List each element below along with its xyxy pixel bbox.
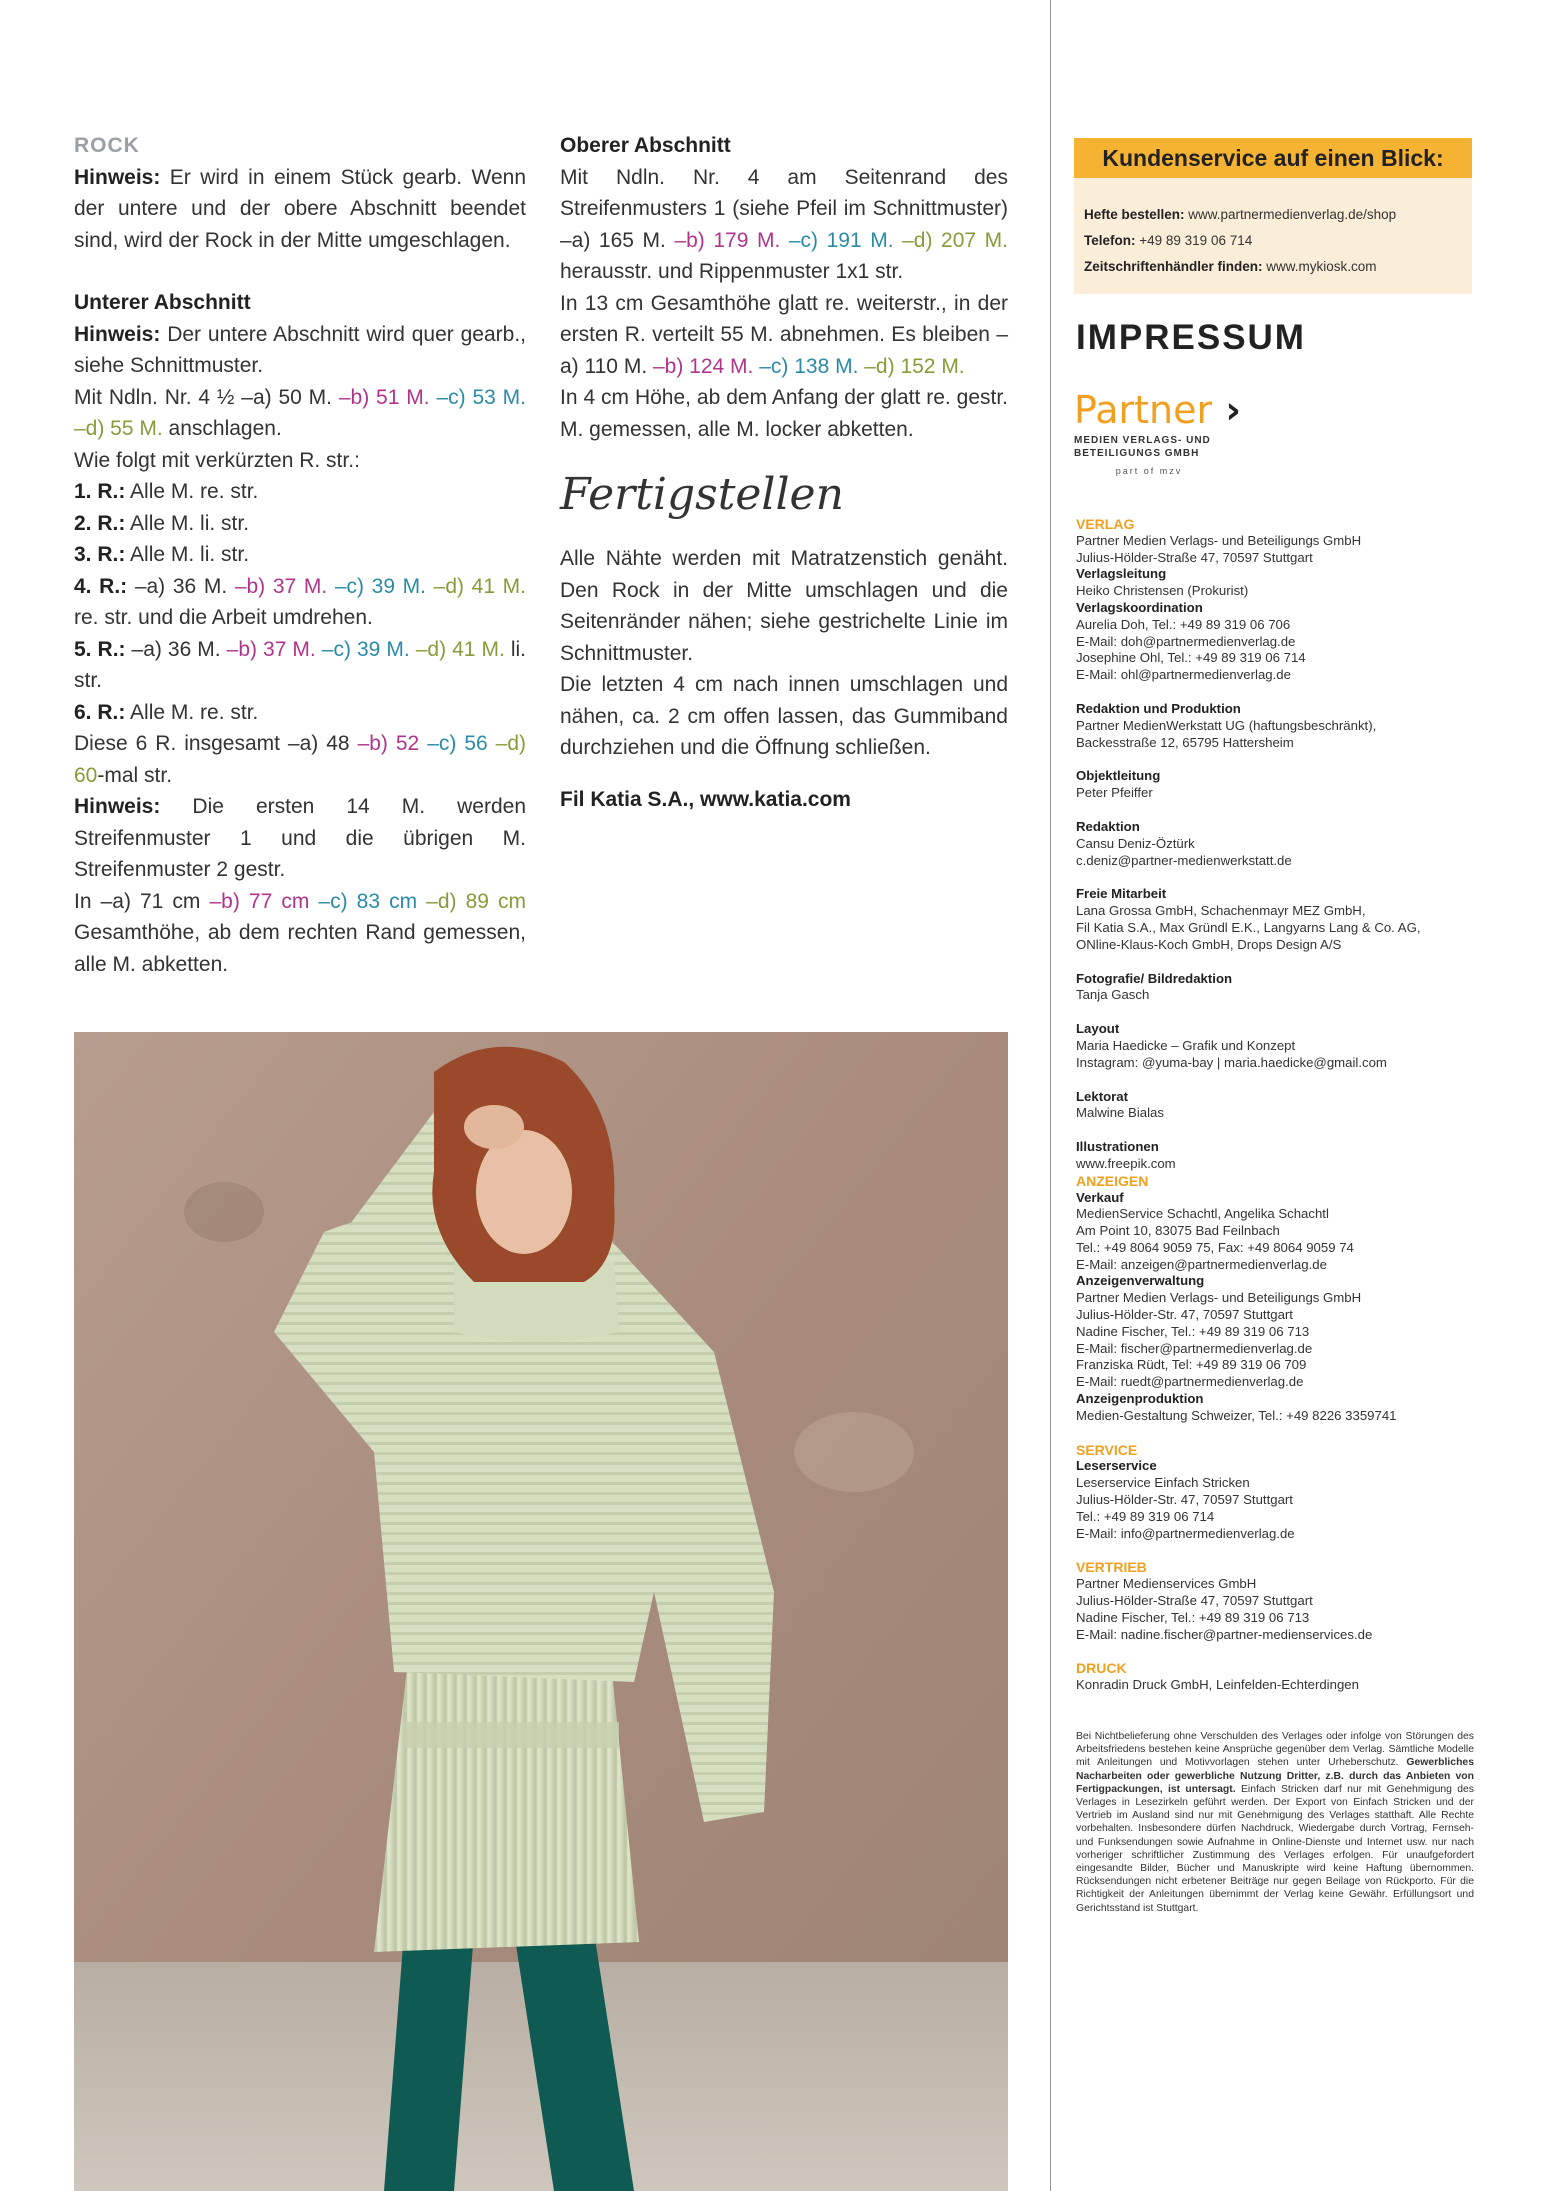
anzeigen-category: ANZEIGEN [1076, 1172, 1149, 1189]
row-3: 3. R.: Alle M. li. str. [74, 543, 250, 566]
model-photo [74, 1032, 1008, 2191]
verkuerzte-reihen-intro: Wie folgt mit verkürzten R. str.: [74, 448, 360, 472]
telefon-line: Telefon: +49 89 319 06 714 [1084, 233, 1253, 248]
zeitschriften-line: Zeitschriftenhändler finden: www.mykiosk.com [1084, 259, 1377, 274]
oberer-paragraph-2: In 13 cm Gesamthöhe glatt re. weiterstr., in der ersten R. verteilt 55 M. abnehmen. Es bleiben –a) 110 M. –b) 124 M. –c) 138 M. –d) 152 M. [560, 291, 1008, 378]
hinweis-paragraph: Hinweis: Er wird in einem Stück gearb. Wenn der untere und der obere Abschnitt beendet sind, wird der Rock in der Mitte umgeschlagen. [74, 165, 526, 252]
instructions-column-left [74, 130, 526, 980]
hinweis-paragraph: Hinweis: Der untere Abschnitt wird quer gearb., siehe Schnittmuster. [74, 322, 526, 377]
hinweis-paragraph: Hinweis: Die ersten 14 M. werden Streifenmuster 1 und die übrigen M. Streifenmuster 2 gestr. [74, 795, 526, 881]
row-4: 4. R.: –a) 36 M. –b) 37 M. –c) 39 M. –d) 41 M. re. str. und die Arbeit umdrehen. [74, 574, 526, 629]
kundenservice-title: Kundenservice auf einen Blick: [1074, 138, 1472, 178]
oberer-paragraph-3: In 4 cm Höhe, ab dem Anfang der glatt re. gestr. M. gemessen, alle M. locker abketten. [560, 386, 1008, 441]
rock-heading: ROCK [74, 134, 140, 157]
service-category: SERVICE [1076, 1441, 1138, 1458]
fertigstellen-paragraph-1: Alle Nähte werden mit Matratzenstich genäht. Den Rock in der Mitte umschlagen und die Seitenränder nähen; siehe gestrichelte Linie im Schnittmuster. [560, 547, 1008, 665]
oberer-abschnitt-heading: Oberer Abschnitt [560, 134, 731, 157]
row-2: 2. R.: Alle M. li. str. [74, 511, 250, 535]
column-divider [1050, 0, 1051, 2191]
anschlag-paragraph: Mit Ndln. Nr. 4 ½ –a) 50 M. –b) 51 M. –c) 53 M. –d) 55 M. anschlagen. [74, 385, 526, 440]
row-5: 5. R.: –a) 36 M. –b) 37 M. –c) 39 M. –d) 41 M. li. str. [74, 637, 526, 692]
row-6: 6. R.: Alle M. re. str. [74, 700, 259, 724]
impressum-title: IMPRESSUM [1076, 318, 1306, 357]
row-1: 1. R.: Alle M. re. str. [74, 480, 259, 503]
oberer-paragraph-1: Mit Ndln. Nr. 4 am Seitenrand des Streifenmusters 1 (siehe Pfeil im Schnittmuster) –a) 165 M. –b) 179 M. –c) 191 M. –d) 207 M. herausstr. und Rippenmuster 1x1 str. [560, 165, 1008, 283]
verlag-category: VERLAG [1076, 516, 1135, 532]
impressum-details: VERLAG Partner Medien Verlags- und Beteiligungs GmbH Julius-Hölder-Straße 47, 70597 Stuttgart Verlagsleitung Heiko Christensen (Prokurist) Verlagskoordination Aurelia Doh, Tel.: +49 89 319 06 706 E-Mail: doh@partnermedienverlag.de Josephine Ohl, Tel.: +49 89 319 06 714 E-Mail: ohl@partnermedienverlag.de Redaktion und Produktion Partner MedienWerkstatt UG (haftungsbeschränkt), Backesstraße 12, 65795 Hattersheim Objektleitung Peter Pfeiffer Redaktion Cansu Deniz-Öztürk c.deniz@partner-medienwerkstatt.de Freie Mitarbeit Lana Grossa GmbH, Schachenmayr MEZ GmbH, Fil Katia S.A., Max Gründl E.K., Langyarns Lang & Co. AG, ONline-Klaus-Koch GmbH, Drops Design A/S Fotografie/ Bildredaktion Tanja Gasch Layout Maria Haedicke – Grafik und Konzept Instagram: @yuma-bay | maria.haedicke@gmail.com Lektorat Malwine Bialas Illustrationen www.freepik.com ANZEIGEN Verkauf MedienService Schachtl, Angelika Schachtl Am Point 10, 83075 Bad Feilnbach Tel.: +49 8064 9059 75, Fax: +49 8064 9059 74 E-Mail: anzeigen@partnermedienverlag.de Anzeigenverwaltung Partner Medien Verlags- und Beteiligungs GmbH Julius-Hölder-Str. 47, 70597 Stuttgart Nadine Fischer, Tel.: +49 89 319 06 713 E-Mail: fischer@partnermedienverlag.de Franziska Rüdt, Tel: +49 89 319 06 709 E-Mail: ruedt@partnermedienverlag.de Anzeigenproduktion Medien-Gestaltung Schweizer, Tel.: +49 8226 3359741 SERVICE Leserservice Leserservice Einfach Stricken Julius-Hölder-Str. 47, 70597 Stuttgart Tel.: +49 89 319 06 714 E-Mail: info@partnermedienverlag.de VERTRIEB Partner Medienservices GmbH Julius-Hölder-Straße 47, 70597 Stuttgart Nadine Fischer, Tel.: +49 89 319 06 713 E-Mail: nadine.fischer@partner-medienservices.de DRUCK Konradin Druck GmbH, Leinfelden-Echterdingen [1076, 516, 1476, 1694]
hefte-bestellen-line: Hefte bestellen: www.partnermedienverlag.de/shop [1084, 207, 1397, 222]
fertigstellen-heading: Fertigstellen [560, 469, 844, 520]
kundenservice-body [1084, 202, 1396, 280]
druck-category: DRUCK [1076, 1660, 1127, 1677]
yarn-credit: Fil Katia S.A., www.katia.com [560, 787, 851, 811]
legal-notice: Bei Nichtbelieferung ohne Verschulden des Verlages oder infolge von Störungen des Arbeitsfriedens bestehen keine Ansprüche gegenüber dem Verlag. Sämtliche Modelle mit Anleitungen und Motivvorlagen stehen unter Urheberschutz. Gewerbliches Nacharbeiten oder gewerbliche Nutzung Dritter, z.B. durch das Anbieten von Fertigpackungen, ist untersagt. Einfach Stricken darf nur mit Genehmigung des Verlages in Lesezirkeln geführt werden. Der Export von Einfach Stricken und der Vertrieb im Ausland sind nur mit Genehmigung des Verlages statthaft. Alle Rechte vorbehalten. Insbesondere dürfen Nachdruck, Wiedergabe durch Vortrag, Fernseh- und Funksendungen sowie Aufnahme in Online-Dienste und Internet usw. nur nach vorheriger schriftlicher Zustimmung des Verlages erfolgen. Für unaufgefordert eingesandte Bilder, Bücher und Manuskripte wird keine Haftung übernommen. Rücksendungen nicht erbetener Beiträge nur gegen Beilage von Rückporto. Für die Richtigkeit der Anleitungen übernimmt der Verlag keine Gewähr. Erfüllungsort und Gerichtsstand ist Stuttgart. [1076, 1731, 1475, 1914]
vertrieb-category: VERTRIEB [1076, 1559, 1147, 1576]
abketten-paragraph: In –a) 71 cm –b) 77 cm –c) 83 cm –d) 89 cm Gesamthöhe, ab dem rechten Rand gemessen, alle M. abketten. [74, 889, 526, 976]
unterer-abschnitt-heading: Unterer Abschnitt [74, 291, 251, 314]
partner-logo: Partner › MEDIEN VERLAGS- UND BETEILIGUNGS GMBH part of mzv [1074, 388, 1241, 476]
instructions-column-right [560, 130, 1008, 815]
kundenservice-box [1074, 138, 1472, 294]
fertigstellen-paragraph-2: Die letzten 4 cm nach innen umschlagen und nähen, ca. 2 cm offen lassen, das Gummiband durchziehen und die Öffnung schließen. [560, 673, 1008, 759]
repeat-paragraph: Diese 6 R. insgesamt –a) 48 –b) 52 –c) 56 –d) 60-mal str. [74, 732, 527, 787]
